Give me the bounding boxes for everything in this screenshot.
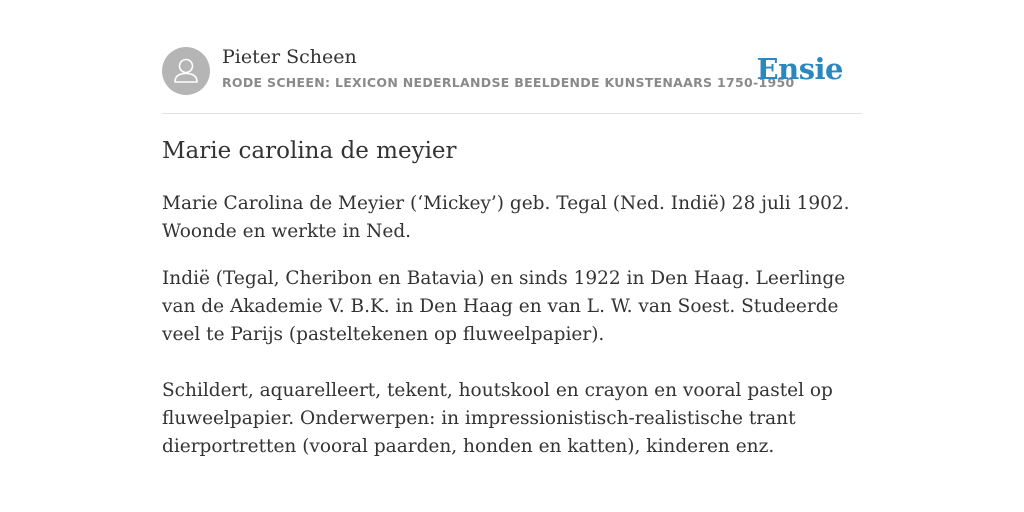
ensie-logo[interactable]: Ensie xyxy=(756,52,843,86)
header-divider xyxy=(162,113,862,114)
author-avatar[interactable] xyxy=(162,47,210,95)
entry-card xyxy=(162,0,862,512)
user-icon xyxy=(162,47,210,95)
entry-paragraph-1: Marie Carolina de Meyier (‘Mickey’) geb. Tegal (Ned. Indië) 28 juli 1902. Woonde en werkte in Ned. xyxy=(162,193,850,242)
entry-title: Marie carolina de meyier xyxy=(162,138,457,164)
author-name[interactable]: Pieter Scheen xyxy=(222,46,357,68)
entry-paragraph-2: Indië (Tegal, Cheribon en Batavia) en sinds 1922 in Den Haag. Leerlinge van de Akademie V. B.K. in Den Haag en van L. W. van Soest. Studeerde veel te Parijs (pasteltekenen op fluweelpapier). xyxy=(162,268,846,345)
source-title[interactable]: RODE SCHEEN: LEXICON NEDERLANDSE BEELDENDE KUNSTENAARS 1750-1950 xyxy=(222,75,795,90)
entry-paragraph-3: Schildert, aquarelleert, tekent, houtskool en crayon en vooral pastel op fluweelpapier. Onderwerpen: in impressionistisch-realistische trant dierportretten (vooral paarden, honden en katten), kinderen enz. xyxy=(162,380,833,457)
entry-header xyxy=(162,46,862,96)
